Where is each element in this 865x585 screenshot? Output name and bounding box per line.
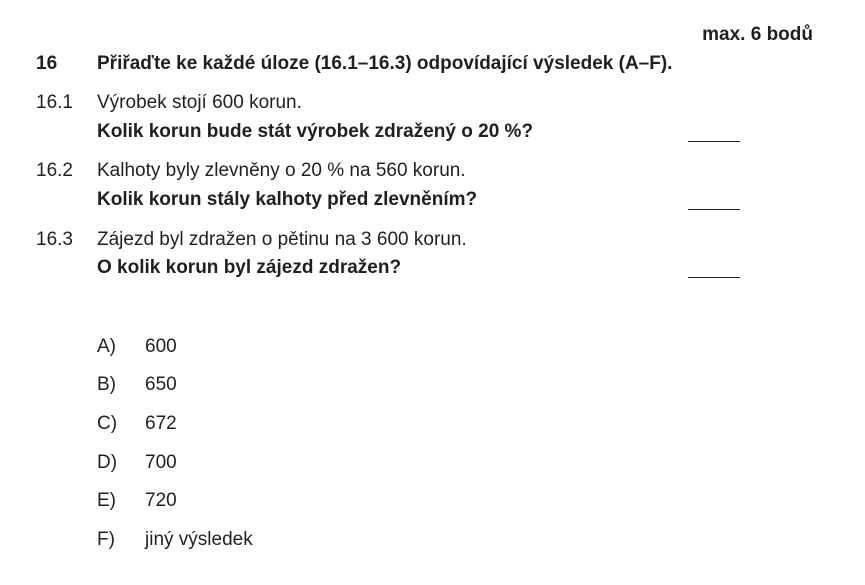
subtask-question: O kolik korun byl zájezd zdražen? [97, 257, 402, 278]
task-number: 16 [36, 53, 58, 74]
answer-blank[interactable] [688, 277, 740, 278]
answer-blank[interactable] [688, 141, 740, 142]
option-letter: A) [97, 336, 116, 357]
option-value: 700 [145, 452, 177, 473]
subtask-question: Kolik korun bude stát výrobek zdražený o 20 %? [97, 121, 534, 142]
subtask-statement: Zájezd byl zdražen o pětinu na 3 600 korun. [97, 229, 467, 250]
subtask-question: Kolik korun stály kalhoty před zlevněním? [97, 189, 478, 210]
points-label: max. 6 bodů [702, 24, 813, 45]
answer-blank[interactable] [688, 209, 740, 210]
option-letter: F) [97, 529, 115, 550]
subtask-statement: Výrobek stojí 600 korun. [97, 92, 302, 113]
option-letter: B) [97, 374, 116, 395]
task-title: Přiřaďte ke každé úloze (16.1–16.3) odpovídající výsledek (A–F). [97, 53, 673, 74]
option-letter: E) [97, 490, 116, 511]
option-value: jiný výsledek [145, 529, 253, 550]
option-letter: D) [97, 452, 118, 473]
option-value: 720 [145, 490, 177, 511]
option-value: 600 [145, 336, 177, 357]
option-value: 650 [145, 374, 177, 395]
option-value: 672 [145, 413, 177, 434]
subtask-number: 16.1 [36, 92, 73, 113]
subtask-statement: Kalhoty byly zlevněny o 20 % na 560 korun. [97, 160, 466, 181]
option-letter: C) [97, 413, 118, 434]
subtask-number: 16.2 [36, 160, 73, 181]
subtask-number: 16.3 [36, 229, 73, 250]
